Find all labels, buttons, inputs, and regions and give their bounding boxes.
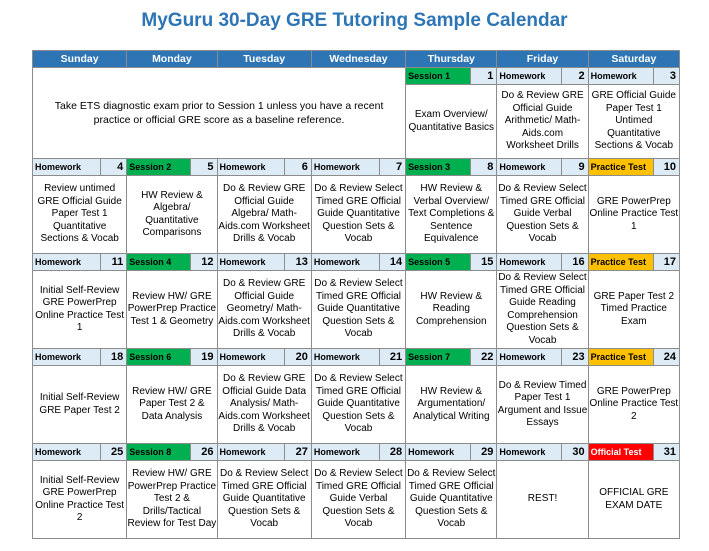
day-activity: Do & Review Select Timed GRE Official Guide Quantitative Question Sets & Vocab	[311, 176, 405, 254]
day-number: 26	[191, 444, 217, 461]
day-activity: Do & Review GRE Official Guide Arithmetic/ Math-Aids.com Worksheet Drills	[497, 85, 588, 159]
day-number: 25	[100, 444, 126, 461]
day-header-saturday: Saturday	[588, 51, 679, 68]
day-label: Practice Test	[588, 159, 653, 176]
day-activity: REST!	[497, 461, 588, 539]
day-activity: Do & Review Select Timed GRE Official Guide Quantitative Question Sets & Vocab	[406, 461, 497, 539]
day-label: Session 5	[406, 254, 471, 271]
day-number: 22	[471, 349, 497, 366]
day-number: 9	[562, 159, 588, 176]
day-header-wednesday: Wednesday	[311, 51, 405, 68]
day-label: Homework	[497, 254, 562, 271]
day-label: Practice Test	[588, 254, 653, 271]
day-label: Session 1	[406, 68, 471, 85]
day-number: 7	[379, 159, 405, 176]
day-number: 16	[562, 254, 588, 271]
day-number: 29	[471, 444, 497, 461]
day-label: Homework	[33, 444, 101, 461]
day-label: Homework	[33, 254, 101, 271]
day-number: 13	[285, 254, 311, 271]
day-number: 8	[471, 159, 497, 176]
day-number: 21	[379, 349, 405, 366]
day-number: 15	[471, 254, 497, 271]
day-activity: Do & Review GRE Official Guide Data Analysis/ Math-Aids.com Worksheet Drills & Vocab	[217, 366, 311, 444]
day-header-thursday: Thursday	[406, 51, 497, 68]
day-label: Homework	[217, 349, 285, 366]
day-header-tuesday: Tuesday	[217, 51, 311, 68]
day-number: 20	[285, 349, 311, 366]
day-activity: Do & Review Select Timed GRE Official Guide Verbal Question Sets & Vocab	[311, 461, 405, 539]
day-number: 12	[191, 254, 217, 271]
day-number: 19	[191, 349, 217, 366]
day-label: Homework	[311, 444, 379, 461]
day-label: Homework	[217, 254, 285, 271]
day-number: 27	[285, 444, 311, 461]
day-number: 17	[653, 254, 679, 271]
day-activity: GRE Official Guide Paper Test 1 Untimed Quantitative Sections & Vocab	[588, 85, 679, 159]
day-activity: Do & Review Select Timed GRE Official Guide Quantitative Question Sets & Vocab	[311, 271, 405, 349]
day-label: Homework	[33, 349, 101, 366]
day-activity: GRE PowerPrep Online Practice Test 1	[588, 176, 679, 254]
day-number: 31	[653, 444, 679, 461]
day-activity: HW Review & Argumentation/ Analytical Writing	[406, 366, 497, 444]
day-number: 5	[191, 159, 217, 176]
day-activity: Review HW/ GRE PowerPrep Practice Test 1 & Geometry	[127, 271, 217, 349]
day-number: 24	[653, 349, 679, 366]
day-activity: Do & Review Timed Paper Test 1 Argument and Issue Essays	[497, 366, 588, 444]
day-activity: Do & Review GRE Official Guide Geometry/ Math-Aids.com Worksheet Drills & Vocab	[217, 271, 311, 349]
day-activity: GRE PowerPrep Online Practice Test 2	[588, 366, 679, 444]
day-activity: GRE Paper Test 2 Timed Practice Exam	[588, 271, 679, 349]
day-label: Homework	[406, 444, 471, 461]
day-activity: Review untimed GRE Official Guide Paper Test 1 Quantitative Sections & Vocab	[33, 176, 127, 254]
day-label: Homework	[311, 349, 379, 366]
day-number: 10	[653, 159, 679, 176]
day-activity: Initial Self-Review GRE PowerPrep Online Practice Test 2	[33, 461, 127, 539]
day-label: Session 3	[406, 159, 471, 176]
day-number: 4	[100, 159, 126, 176]
day-activity: Exam Overview/ Quantitative Basics	[406, 85, 497, 159]
day-label: Homework	[497, 159, 562, 176]
day-number: 30	[562, 444, 588, 461]
day-label: Session 6	[127, 349, 191, 366]
day-label: Homework	[311, 159, 379, 176]
day-activity: Initial Self-Review GRE Paper Test 2	[33, 366, 127, 444]
day-number: 6	[285, 159, 311, 176]
day-label: Homework	[217, 159, 285, 176]
day-activity: Do & Review Select Timed GRE Official Guide Verbal Question Sets & Vocab	[497, 176, 588, 254]
day-label: Homework	[33, 159, 101, 176]
day-label: Homework	[311, 254, 379, 271]
day-activity: Do & Review Select Timed GRE Official Guide Quantitative Question Sets & Vocab	[217, 461, 311, 539]
day-number: 2	[562, 68, 588, 85]
page-title: MyGuru 30-Day GRE Tutoring Sample Calendar	[141, 10, 568, 31]
day-header-monday: Monday	[127, 51, 217, 68]
day-header-friday: Friday	[497, 51, 588, 68]
day-label: Session 2	[127, 159, 191, 176]
day-activity: HW Review & Reading Comprehension	[406, 271, 497, 349]
day-label: Homework	[497, 444, 562, 461]
day-activity: Review HW/ GRE PowerPrep Practice Test 2 & Drills/Tactical Review for Test Day	[127, 461, 217, 539]
day-activity: OFFICIAL GRE EXAM DATE	[588, 461, 679, 539]
day-activity: Do & Review Select Timed GRE Official Guide Reading Comprehension Question Sets & Vocab	[497, 271, 588, 349]
day-number: 1	[471, 68, 497, 85]
day-label: Homework	[497, 349, 562, 366]
day-number: 28	[379, 444, 405, 461]
day-activity: HW Review & Algebra/ Quantitative Comparisons	[127, 176, 217, 254]
day-label: Session 8	[127, 444, 191, 461]
day-number: 14	[379, 254, 405, 271]
intro-note: Take ETS diagnostic exam prior to Session 1 unless you have a recent practice or official GRE score as a baseline reference.	[33, 68, 406, 159]
day-label: Official Test	[588, 444, 653, 461]
day-label: Practice Test	[588, 349, 653, 366]
day-number: 3	[653, 68, 679, 85]
day-number: 11	[100, 254, 126, 271]
day-header-sunday: Sunday	[33, 51, 127, 68]
day-label: Homework	[588, 68, 653, 85]
calendar-table	[32, 50, 680, 539]
day-activity: Review HW/ GRE Paper Test 2 & Data Analysis	[127, 366, 217, 444]
day-number: 18	[100, 349, 126, 366]
day-label: Homework	[497, 68, 562, 85]
day-label: Session 7	[406, 349, 471, 366]
day-activity: Do & Review Select Timed GRE Official Guide Quantitative Question Sets & Vocab	[311, 366, 405, 444]
day-label: Homework	[217, 444, 285, 461]
day-activity: Initial Self-Review GRE PowerPrep Online Practice Test 1	[33, 271, 127, 349]
day-activity: HW Review & Verbal Overview/ Text Completions & Sentence Equivalence	[406, 176, 497, 254]
day-number: 23	[562, 349, 588, 366]
day-activity: Do & Review GRE Official Guide Algebra/ Math-Aids.com Worksheet Drills & Vocab	[217, 176, 311, 254]
day-label: Session 4	[127, 254, 191, 271]
